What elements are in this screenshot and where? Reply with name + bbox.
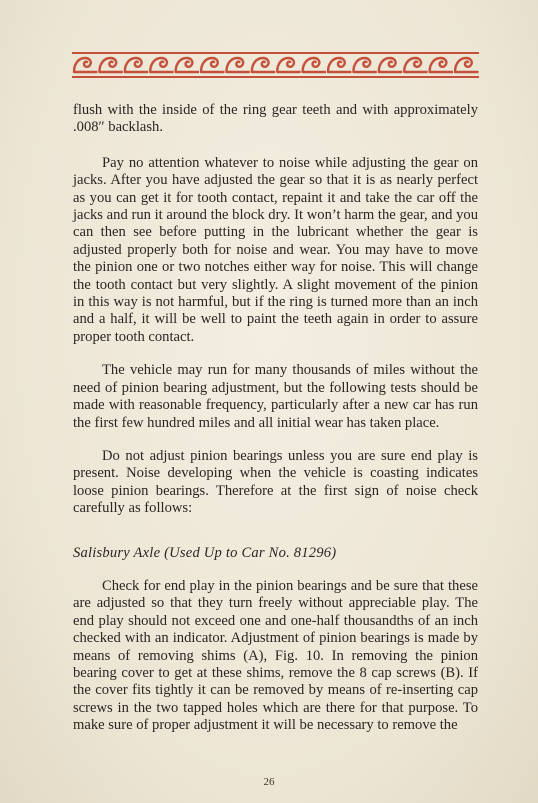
paragraph-4: Do not adjust pinion bearings unless you are sure end play is present. Noise developing when the vehicle is coasting indicates loose pinion bearings. Therefore at the first sign of noise check carefully as follows: <box>73 447 478 517</box>
paragraph-5: Check for end play in the pinion bearings and be sure that these are adjusted so that they turn freely without appreciable play. The end play should not exceed one and one-half thousandths of an inch checked with an indicator. Adjustment of pinion bearings is made by means of removing shims (A), Fig. 10. In removing the pinion bearing cover to get at these shims, remove the 8 cap screws (B). If the cover fits tightly it can be removed by means of re-inserting cap screws in the two tapped holes which are there for that purpose. To make sure of proper adjustment it will be necessary to remove the <box>73 577 478 734</box>
paragraph-3: The vehicle may run for many thousands of miles without the need of pinion bearing adjustment, but the following tests should be made with reasonable frequency, particularly after a new car has run the first few hundred miles and all initial wear has taken place. <box>73 362 478 431</box>
section-heading: Salisbury Axle (Used Up to Car No. 81296) <box>73 544 337 561</box>
paragraph-1: flush with the inside of the ring gear teeth and with approximately .008″ backlash. <box>73 102 478 136</box>
decorative-wave-border <box>72 52 479 78</box>
page-number: 26 <box>263 776 275 788</box>
body-text <box>73 102 478 751</box>
paragraph-2: Pay no attention whatever to noise while adjusting the gear on jacks. After you have adjusted the gear so that it is as nearly perfect as you can get it for tooth contact, repaint it and take the car off the jacks and run it around the block dry. It won’t harm the gear, and you can then see before putting in the lubricant whether the gear is adjusted properly both for noise and wear. You may have to move the pinion one or two notches either way for noise. This will change the tooth contact but very slightly. A slight movement of the pinion in this way is not harmful, but if the ring is turned more than an inch and a half, it will be well to paint the teeth again in order to assure proper tooth contact. <box>73 154 478 345</box>
